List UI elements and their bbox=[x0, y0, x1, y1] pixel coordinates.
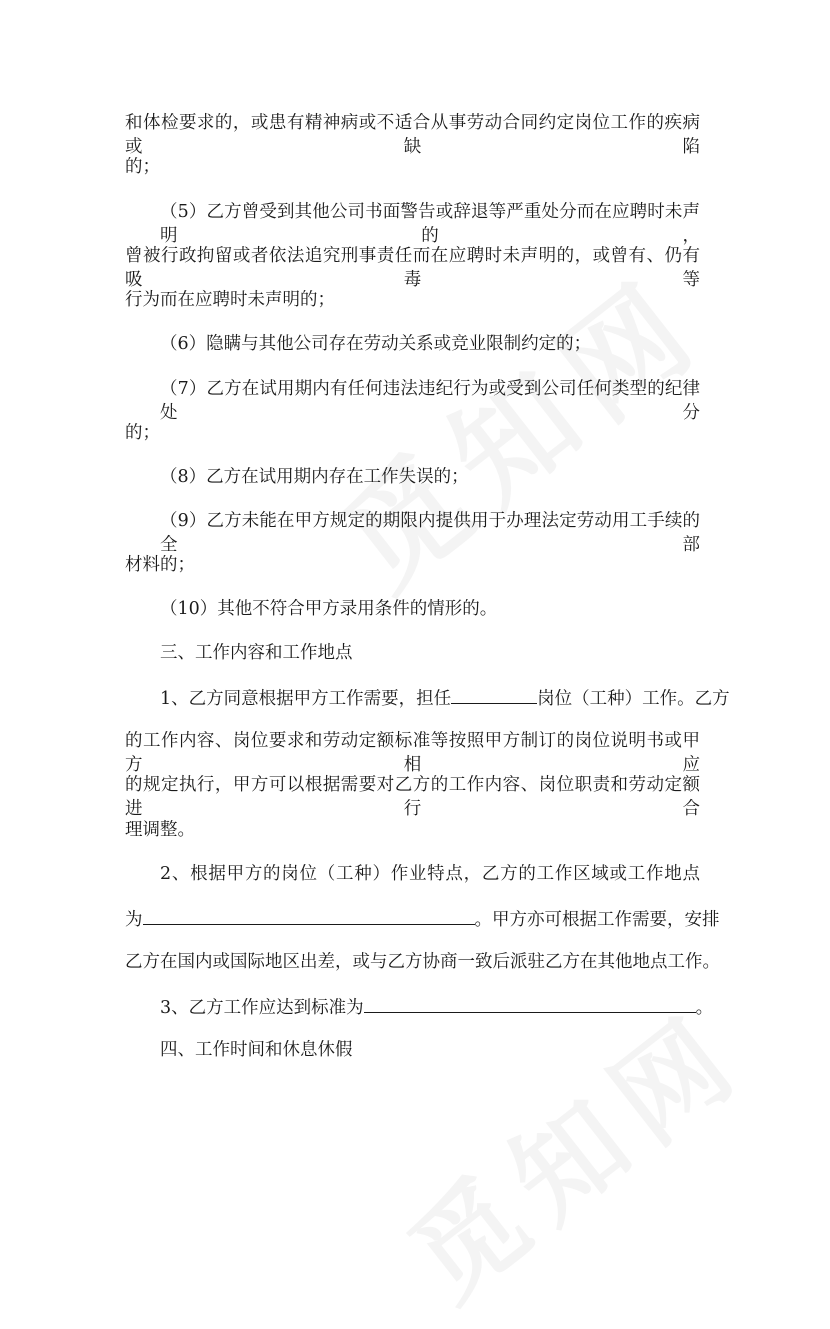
paragraph-line: 材料的； bbox=[125, 555, 195, 575]
clause-3-text: 3、乙方工作应达到标准为 bbox=[160, 998, 364, 1018]
list-item-6: （6）隐瞒与其他公司存在劳动关系或竞业限制约定的； bbox=[160, 334, 592, 354]
paragraph-line: 乙方在国内或国际地区出差，或与乙方协商一致后派驻乙方在其他地点工作。 bbox=[125, 952, 720, 972]
clause-2-text: 为 bbox=[125, 910, 143, 930]
clause-3-text: 。 bbox=[695, 998, 714, 1018]
list-item-5: （5）乙方曾受到其他公司书面警告或辞退等严重处分而在应聘时未声明的， bbox=[160, 202, 700, 246]
clause-2-text: 。甲方亦可根据工作需要，安排 bbox=[474, 910, 720, 930]
watermark bbox=[372, 969, 772, 1329]
clause-1-first-line bbox=[160, 685, 730, 711]
clause-2-first-line: 2、根据甲方的岗位（工种）作业特点，乙方的工作区域或工作地点 bbox=[160, 864, 700, 884]
section-heading-3: 三、工作内容和工作地点 bbox=[160, 643, 353, 663]
list-item-7: （7）乙方在试用期内有任何违法违纪行为或受到公司任何类型的纪律处分 bbox=[160, 379, 700, 423]
paragraph-line: 的； bbox=[125, 423, 160, 443]
clause-1-text: 岗位（工种）工作。乙方 bbox=[537, 689, 730, 709]
clause-3 bbox=[160, 994, 713, 1020]
list-item-10: （10）其他不符合甲方录用条件的情形的。 bbox=[160, 599, 498, 619]
work-location-blank[interactable] bbox=[143, 906, 475, 925]
paragraph-line: 的； bbox=[125, 157, 160, 177]
list-item-9: （9）乙方未能在甲方规定的期限内提供用于办理法定劳动用工手续的全部 bbox=[160, 511, 700, 555]
clause-1-text: 1、乙方同意根据甲方工作需要，担任 bbox=[160, 689, 452, 709]
paragraph-line: 的工作内容、岗位要求和劳动定额标准等按照甲方制订的岗位说明书或甲方相应 bbox=[125, 731, 700, 775]
paragraph-line: 的规定执行，甲方可以根据需要对乙方的工作内容、岗位职责和劳动定额进行合 bbox=[125, 775, 700, 819]
paragraph-line bbox=[125, 906, 720, 932]
paragraph-line: 曾被行政拘留或者依法追究刑事责任而在应聘时未声明的，或曾有、仍有吸毒等 bbox=[125, 246, 700, 290]
section-heading-4: 四、工作时间和休息休假 bbox=[160, 1040, 353, 1060]
work-standard-blank[interactable] bbox=[364, 994, 696, 1013]
paragraph-line: 行为而在应聘时未声明的； bbox=[125, 290, 335, 310]
paragraph-line: 和体检要求的，或患有精神病或不适合从事劳动合同约定岗位工作的疾病或缺陷 bbox=[125, 113, 700, 157]
list-item-8: （8）乙方在试用期内存在工作失误的； bbox=[160, 467, 469, 487]
paragraph-line: 理调整。 bbox=[125, 820, 195, 840]
position-blank[interactable] bbox=[451, 685, 537, 704]
